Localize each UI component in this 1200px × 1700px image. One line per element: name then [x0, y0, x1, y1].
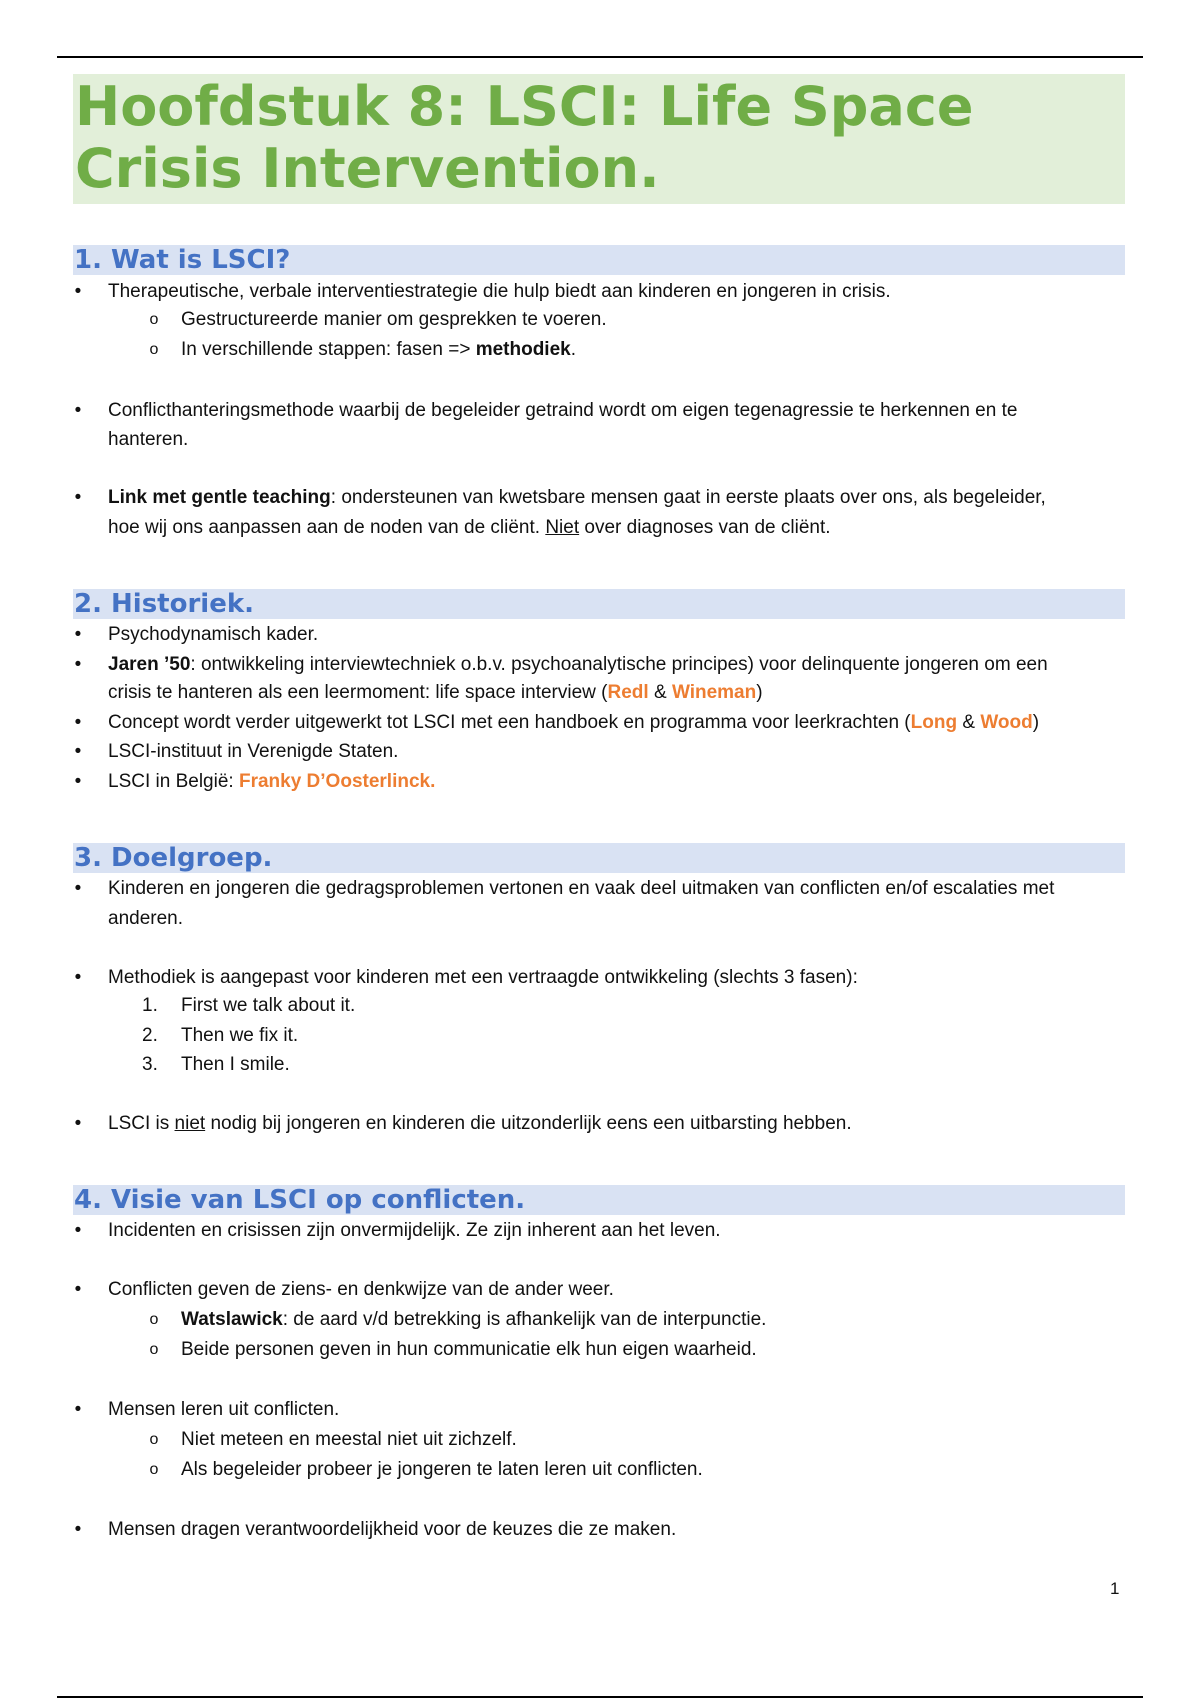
- list-item: LSCI in België: Franky D’Oosterlinck.: [108, 771, 436, 792]
- list-item: Mensen leren uit conflicten.: [108, 1399, 340, 1420]
- bullet-icon: •: [74, 771, 82, 792]
- list-number: 3.: [142, 1054, 158, 1075]
- list-item: Link met gentle teaching: ondersteunen van kwetsbare mensen gaat in eerste plaats over ons, als begeleider,: [108, 487, 1046, 508]
- list-item: Methodiek is aangepast voor kinderen met een vertraagde ontwikkeling (slechts 3 fasen):: [108, 967, 858, 988]
- sub-list-item: In verschillende stappen: fasen => methodiek.: [181, 339, 577, 360]
- list-item: Incidenten en crisissen zijn onvermijdelijk. Ze zijn inherent aan het leven.: [108, 1220, 721, 1241]
- sub-list-item: Als begeleider probeer je jongeren te laten leren uit conflicten.: [181, 1459, 703, 1480]
- top-rule: [57, 56, 1143, 58]
- circle-bullet-icon: o: [149, 1311, 159, 1328]
- bullet-icon: •: [74, 624, 82, 645]
- bullet-icon: •: [74, 712, 82, 733]
- list-item-continuation: anderen.: [108, 908, 184, 929]
- bullet-icon: •: [74, 281, 82, 302]
- section-heading-1: [73, 245, 1125, 275]
- bottom-rule: [57, 1696, 1143, 1698]
- list-item: Therapeutische, verbale interventiestrategie die hulp biedt aan kinderen en jongeren in crisis.: [108, 281, 891, 302]
- sub-list-item: Gestructureerde manier om gesprekken te voeren.: [181, 309, 607, 330]
- sub-list-item: Watslawick: de aard v/d betrekking is afhankelijk van de interpunctie.: [181, 1309, 767, 1330]
- list-item: Mensen dragen verantwoordelijkheid voor de keuzes die ze maken.: [108, 1519, 677, 1540]
- title-banner: [73, 74, 1125, 204]
- section-heading-1-text: 1. Wat is LSCI?: [74, 245, 291, 275]
- bullet-icon: •: [74, 741, 82, 762]
- page-title: Hoofdstuk 8: LSCI: Life Space Crisis Intervention.: [75, 75, 974, 200]
- page-number: 1: [1110, 1579, 1120, 1598]
- bullet-icon: •: [74, 878, 82, 899]
- list-item: LSCI-instituut in Verenigde Staten.: [108, 741, 399, 762]
- list-item: LSCI is niet nodig bij jongeren en kinderen die uitzonderlijk eens een uitbarsting hebben.: [108, 1113, 852, 1134]
- numbered-item: First we talk about it.: [181, 995, 356, 1016]
- bullet-icon: •: [74, 654, 82, 675]
- list-item-continuation: hoe wij ons aanpassen aan de noden van de cliënt. Niet over diagnoses van de cliënt.: [108, 517, 831, 538]
- bullet-icon: •: [74, 400, 82, 421]
- list-number: 2.: [142, 1025, 158, 1046]
- list-item: Conflicten geven de ziens- en denkwijze van de ander weer.: [108, 1279, 614, 1300]
- list-item: Kinderen en jongeren die gedragsproblemen vertonen en vaak deel uitmaken van conflicten en/of escalaties met: [108, 878, 1055, 899]
- list-number: 1.: [142, 995, 158, 1016]
- section-heading-2-text: 2. Historiek.: [74, 589, 254, 619]
- section-heading-4-text: 4. Visie van LSCI op conflicten.: [74, 1185, 526, 1215]
- section-heading-4: [73, 1185, 1125, 1215]
- list-item: Psychodynamisch kader.: [108, 624, 319, 645]
- bullet-icon: •: [74, 1220, 82, 1241]
- list-item: Concept wordt verder uitgewerkt tot LSCI met een handboek en programma voor leerkrachten (Long & Wood): [108, 712, 1040, 733]
- circle-bullet-icon: o: [149, 1431, 159, 1448]
- section-heading-3: [73, 843, 1125, 873]
- bullet-icon: •: [74, 1399, 82, 1420]
- circle-bullet-icon: o: [149, 341, 159, 358]
- list-item: Jaren ’50: ontwikkeling interviewtechniek o.b.v. psychoanalytische principes) voor delinquente jongeren om een: [108, 654, 1048, 675]
- bullet-icon: •: [74, 1279, 82, 1300]
- list-item: Conflicthanteringsmethode waarbij de begeleider getraind wordt om eigen tegenagressie te herkennen en te: [108, 400, 1018, 421]
- bullet-icon: •: [74, 487, 82, 508]
- list-item-continuation: hanteren.: [108, 429, 189, 450]
- list-item-continuation: crisis te hanteren als een leermoment: life space interview (Redl & Wineman): [108, 682, 763, 703]
- sub-list-item: Niet meteen en meestal niet uit zichzelf.: [181, 1429, 517, 1450]
- section-heading-3-text: 3. Doelgroep.: [74, 843, 273, 873]
- numbered-item: Then I smile.: [181, 1054, 290, 1075]
- bullet-icon: •: [74, 1113, 82, 1134]
- circle-bullet-icon: o: [149, 311, 159, 328]
- circle-bullet-icon: o: [149, 1341, 159, 1358]
- circle-bullet-icon: o: [149, 1461, 159, 1478]
- sub-list-item: Beide personen geven in hun communicatie elk hun eigen waarheid.: [181, 1339, 757, 1360]
- section-heading-2: [73, 589, 1125, 619]
- bullet-icon: •: [74, 1519, 82, 1540]
- numbered-item: Then we fix it.: [181, 1025, 299, 1046]
- bullet-icon: •: [74, 967, 82, 988]
